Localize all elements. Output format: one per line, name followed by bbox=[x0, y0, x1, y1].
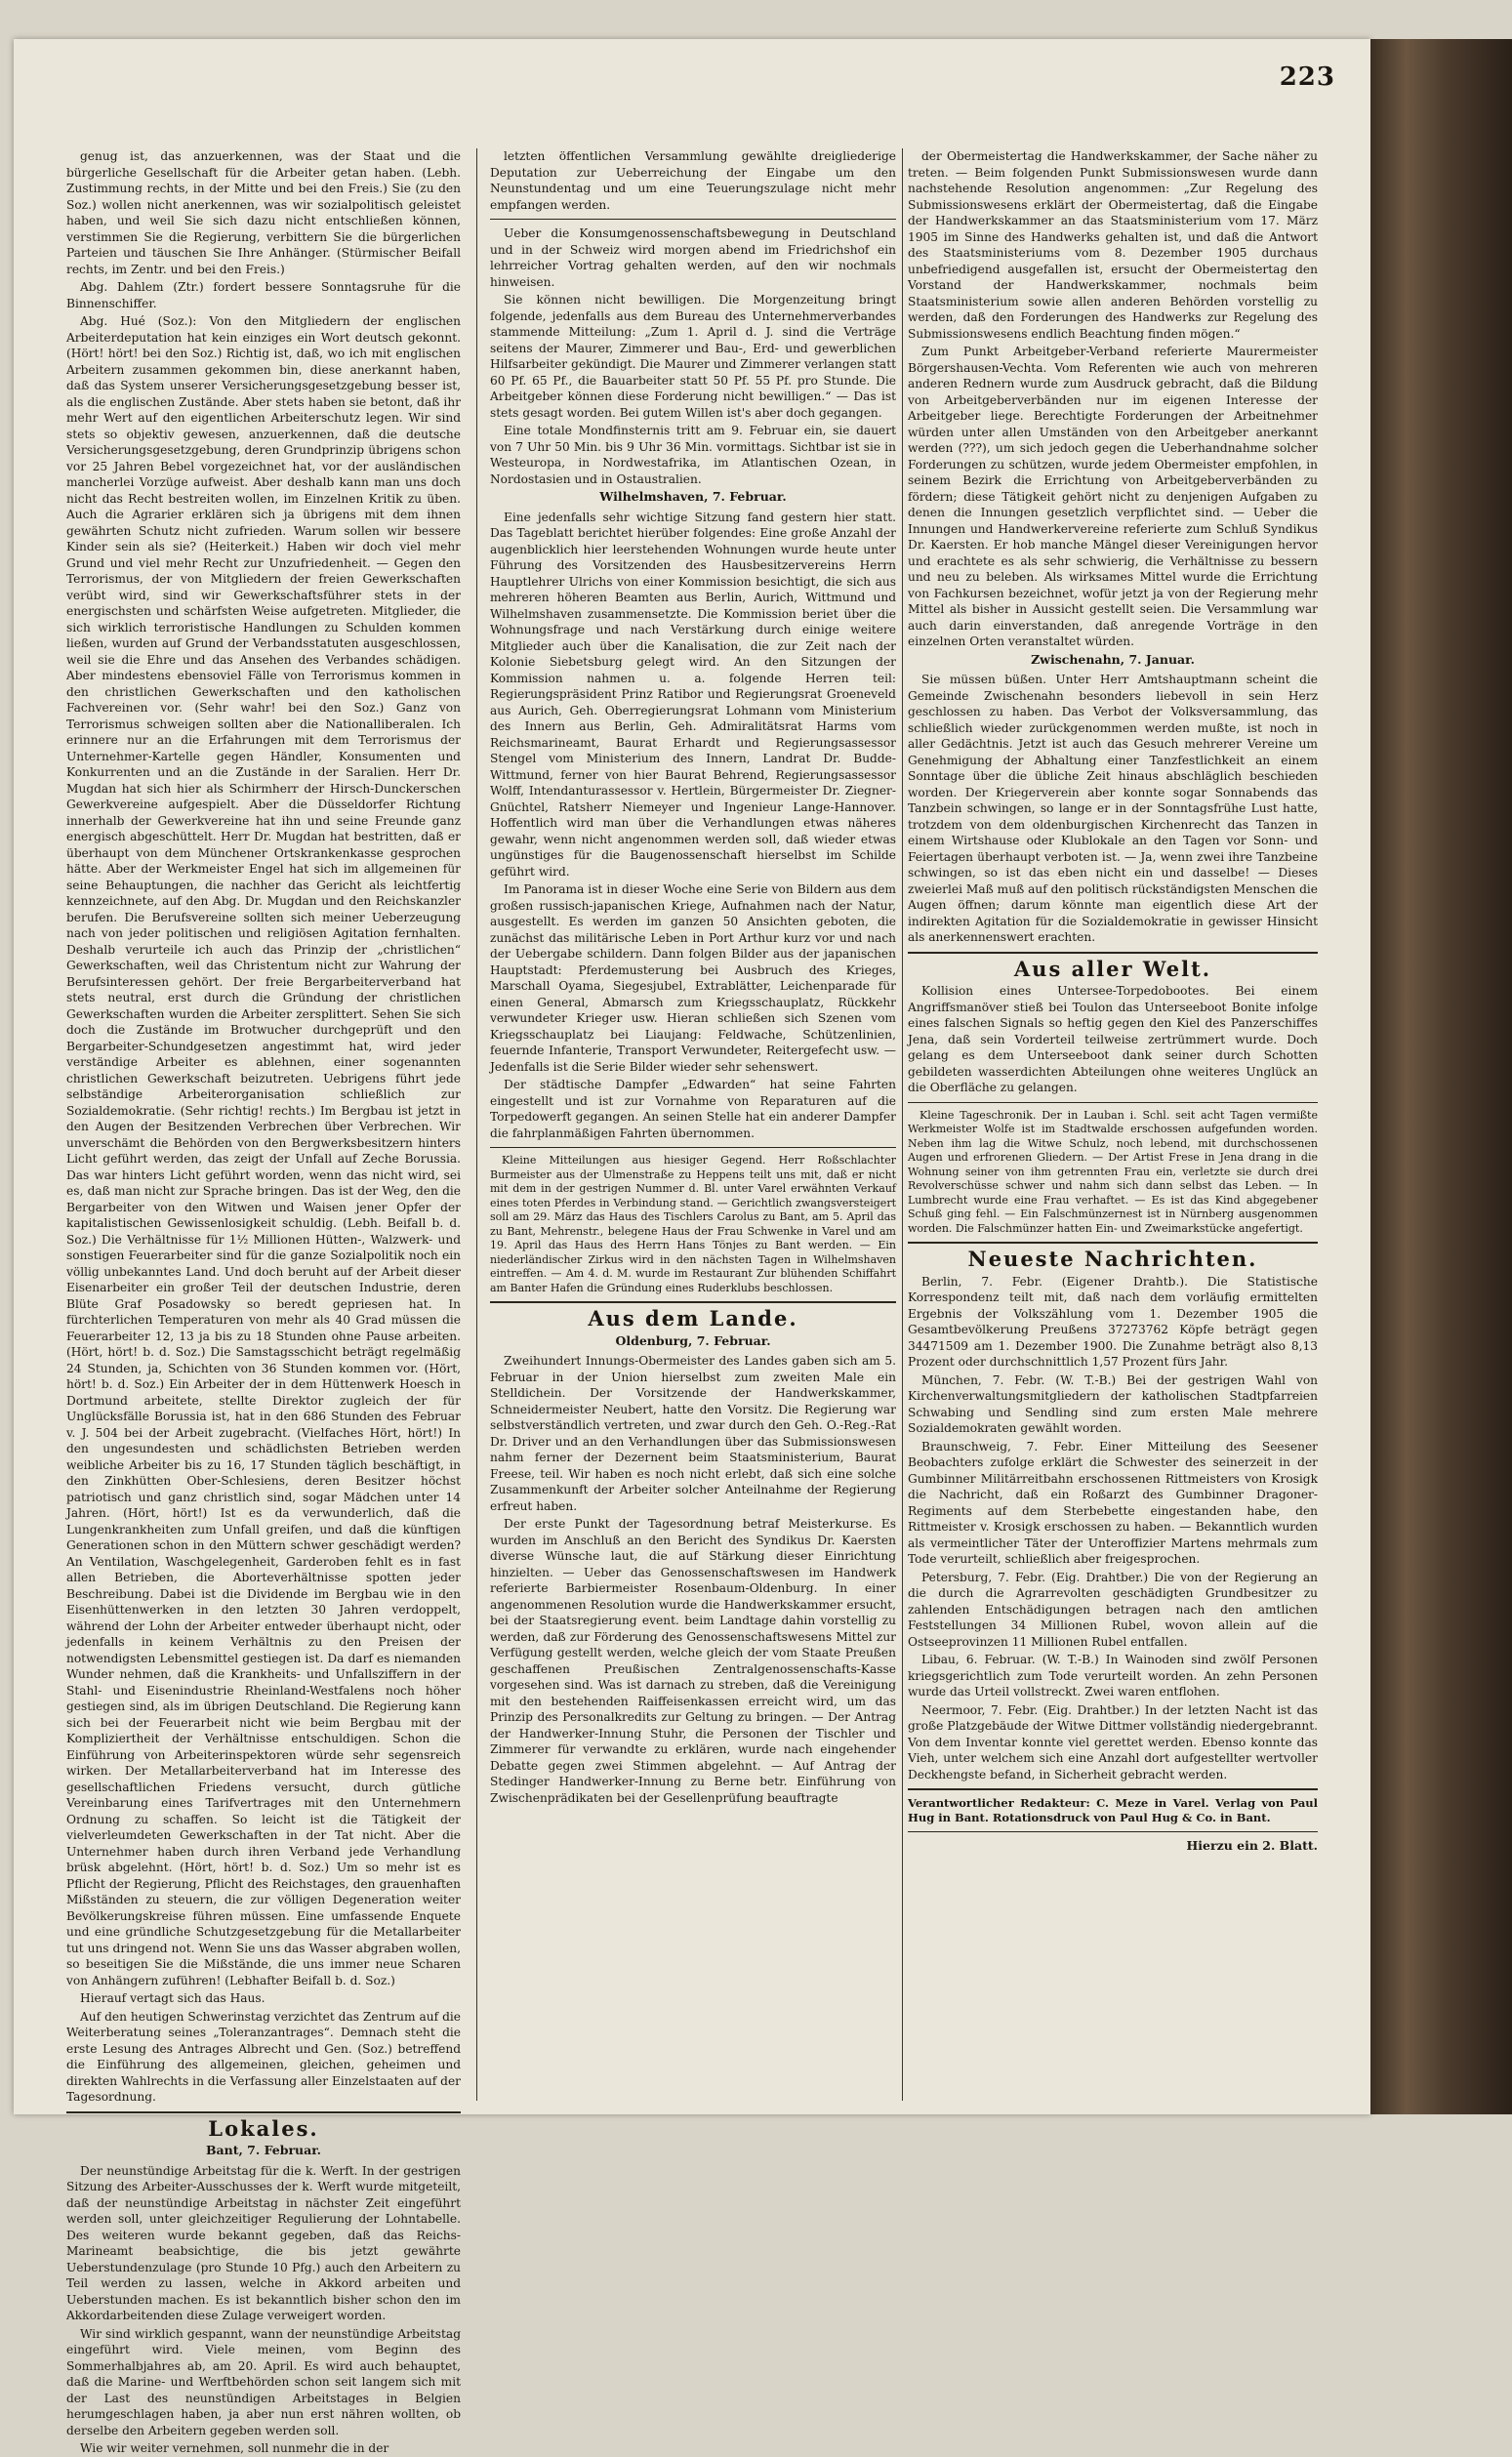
column-divider bbox=[476, 148, 477, 2101]
paragraph: Auf den heutigen Schwerinstag verzichtet das Zentrum auf die Weiterberatung seines „Toleranzantrages“. Demnach steht die erste Lesung des Antrages Albrecht und Gen. (Soz.) betreffend die Einführung des allgemeinen, gleichen, geheimen und direkten Wahlrechts in die Verfassung aller Einzelstaaten auf der Tagesordnung. bbox=[66, 2009, 461, 2104]
paragraph: Wie wir weiter vernehmen, soll nunmehr die in der bbox=[80, 2441, 389, 2455]
small-print-block bbox=[908, 1109, 1318, 1237]
paragraph: Abg. Dahlem (Ztr.) fordert bessere Sonntagsruhe für die Binnenschiffer. bbox=[66, 280, 461, 310]
newspaper-page bbox=[14, 39, 1370, 2455]
section-divider bbox=[490, 219, 896, 220]
section-divider bbox=[908, 1242, 1318, 1244]
paragraph: Berlin, 7. Febr. (Eigener Drahtb.). Die Statistische Korrespondenz teilt mit, daß nach dem vorläufig ermittelten Ergebnis der Volkszählung vom 1. Dezember 1905 die Gesamtbevölkerung Preußens 37273762 Köpfe beträgt gegen 34471509 am 1. Dezember 1900. Die Zunahme beträgt also 8,13 Prozent oder durchschnittlich 1,57 Prozent fürs Jahr. bbox=[908, 1274, 1318, 1369]
paragraph: München, 7. Febr. (W. T.-B.) Bei der gestrigen Wahl von Kirchenverwaltungsmitgliedern der katholischen Stadtpfarreien Schwabing und Sendling sind zum ersten Male mehrere Sozialdemokraten gewählt worden. bbox=[908, 1372, 1318, 1435]
supplement-note: Hierzu ein 2. Blatt. bbox=[1186, 1838, 1318, 1853]
column-divider bbox=[902, 148, 903, 2101]
paragraph: Zum Punkt Arbeitgeber-Verband referierte Maurermeister Börgershausen-Vechta. Vom Referenten wie auch von mehreren anderen Rednern wurde zum Ausdruck gebracht, daß die Bildung von Arbeitgeberverbänden nur im eigenen Interesse der Arbeitgeber liege. Berechtigte Forderungen der Arbeitnehmer würden unter allen Umständen von den Arbeitgeber anerkannt werden (???), um sich jedoch gegen die Ueberhandnahme solcher Forderungen zu schützen, wurde jedem Obermeister empfohlen, in seinem Bezirk die Errichtung von Arbeitgeberverbänden zu fördern; diese Tätigkeit gehört nicht zu denjenigen Aufgaben zu denen die Innungen gesetzlich verpflichtet sind. — Ueber die Innungen und Handwerkervereine referierte zum Schluß Syndikus Dr. Kaersten. Er hob manche Mängel dieser Vereinigungen hervor und erachtete es als sehr schwierig, die Verhältnisse zu bessern und neu zu beleben. Als wirksames Mittel wurde die Errichtung von Fachkursen bezeichnet, wofür jetzt ja von der Regierung mehr Mittel als bisher in Aussicht gestellt seien. Die Versammlung war auch darin einverstanden, daß anregende Vorträge in den einzelnen Orten veranstaltet würden. bbox=[908, 345, 1318, 648]
paragraph: der Obermeistertag die Handwerkskammer, der Sache näher zu treten. — Beim folgenden Punkt Submissionswesen wurde dann nachstehende Resolution angenommen: „Zur Regelung des Submissionswesens erklärt der Obermeistertag, daß die Eingabe der Handwerkskammer an das Staatsministerium vom 17. März 1905 im Sinne des Handwerks gehalten ist, und daß die Antwort des Staatsministeriums vom 8. Dezember 1905 durchaus unbefriedigend ausgefallen ist, ersucht der Obermeistertag den Vorstand der Handwerkskammer, nochmals beim Staatsministerium sowie allen anderen Behörden vorstellig zu werden, daß den Forderungen des Handwerks zur Regelung des Submissionswesens endlich Beachtung finden mögen.“ bbox=[908, 149, 1318, 341]
section-divider bbox=[490, 1301, 896, 1303]
dateline: Wilhelmshaven, 7. Februar. bbox=[599, 489, 787, 504]
paragraph: Der neunstündige Arbeitstag für die k. Werft. In der gestrigen Sitzung des Arbeiter-Ausschusses der k. Werft wurde mitgeteilt, daß der neunstündige Arbeitstag in nächster Zeit eingeführt werden soll, unter gleichzeitiger Regulierung der Lohntabelle. Des weiteren wurde bekannt gegeben, daß das Reichs-Marineamt beabsichtige, die bis jetzt gewährte Ueberstundenzulage (pro Stunde 10 Pfg.) auch den Arbeitern zu Teil werden zu lassen, welche in Akkord arbeiten und Ueberstunden machen. Es ist bekanntlich bisher schon den im Akkordarbeitenden diese Zulage verweigert worden. bbox=[66, 2163, 461, 2322]
dateline: Bant, 7. Februar. bbox=[205, 2143, 322, 2157]
paragraph: Kleine Mitteilungen aus hiesiger Gegend. Herr Roßschlachter Burmeister aus der Ulmenstraße zu Heppens teilt uns mit, daß er nicht mit dem in der gestrigen Nummer d. Bl. unter Varel erwähnten Verkauf eines toten Pferdes in Verbindung stand. — Gerichtlich zwangsversteigert soll am 29. März das Haus des Tischlers Carolus zu Bant, am 5. April das zu Bant, Mehrenstr., belegene Haus der Frau Schwenke in Varel und am 19. April das Haus des Herrn Hans Tönjes zu Bant werden. — Ein niederländischer Zirkus wird in den nächsten Tagen in Wilhelmshaven eintreffen. — Am 4. d. M. wurde im Restaurant Zur blühenden Schiffahrt am Banter Hafen die Gründung eines Ruderklubs beschlossen. bbox=[490, 1154, 896, 1294]
paragraph: Zweihundert Innungs-Obermeister des Landes gaben sich am 5. Februar in der Union hierselbst zum zweiten Male ein Stelldichein. Der Vorsitzende der Handwerkskammer, Schneidermeister Neubert, hatte den Vorsitz. Die Regierung war selbstverständlich vertreten, und zwar durch den Geh. O.-Reg.-Rat Dr. Driver und an den Verhandlungen über das Submissionswesen nahm ferner der Dezernent beim Staatsministerium, Baurat Freese, teil. Wir haben es noch nicht erlebt, daß sich eine solche Zusammenkunft der Arbeiter solcher Anteilnahme der Regierung erfreut haben. bbox=[490, 1354, 896, 1513]
paragraph: Im Panorama ist in dieser Woche eine Serie von Bildern aus dem großen russisch-japanischen Kriege, Aufnahmen nach der Natur, ausgestellt. Es werden im ganzen 50 Ansichten geboten, die zunächst das militärische Leben in Port Arthur kurz vor und nach der Uebergabe schildern. Dann folgen Bilder aus der japanischen Hauptstadt: Pferdemusterung bei Ausbruch des Krieges, Marschall Oyama, Siegesjubel, Extrablätter, Leichenparade für einen General, Abmarsch zum Kriegsschauplatz, Rückkehr verwundeter Krieger usw. Hieran schließen sich Szenen vom Kriegsschauplatz bei Liaujang: Feldwache, Schützenlinien, feuernde Infanterie, Transport Verwundeter, Reitergefecht usw. — Jedenfalls ist die Serie Bilder wieder sehr sehenswert. bbox=[490, 882, 896, 1074]
section-heading-neueste: Neueste Nachrichten. bbox=[967, 1247, 1258, 1271]
paragraph: Sie müssen büßen. Unter Herr Amtshauptmann scheint die Gemeinde Zwischenahn besonders liebevoll in sein Herz geschlossen zu haben. Das Verbot der Volksversammlung, das schließlich wieder zurückgenommen werden mußte, ist noch in aller Gedächtnis. Jetzt ist auch das Gesuch mehrerer Vereine um Genehmigung der Abhaltung einer Tanzfestlichkeit an einem Sonntage über die übliche Zeit hinaus abschläglich beschieden worden. Der Kriegerverein aber konnte sogar Sonnabends das Tanzbein schwingen, so lange er in der Sonntagsfrühe Lust hatte, trotzdem von dem oldenburgischen Kirchenrecht das Tanzen in einem Wirtshause oder Klublokale an den Tagen vor Sonn- und Feiertagen überhaupt verboten ist. — Ja, wenn zwei ihre Tanzbeine schwingen, so ist das eben nicht ein und dasselbe! — Dieses zweierlei Maß muß auf den politisch rückständigsten Menschen die Augen öffnen; darum könnte man eigentlich diese Art der indirekten Agitation für die Sozialdemokratie in gewisser Hinsicht als anerkennenswert erachten. bbox=[908, 673, 1318, 944]
section-heading-welt: Aus aller Welt. bbox=[1013, 956, 1212, 981]
paragraph: genug ist, das anzuerkennen, was der Staat und die bürgerliche Gesellschaft für die Arbeiter getan haben. (Lebh. Zustimmung rechts, in der Mitte und bei den Freis.) Sie (zu den Soz.) wollen nicht anerkennen, was wir sozialpolitisch geleistet haben, und weil Sie sich dazu nicht entschließen können, verstimmen Sie die Regierung, verbittern Sie die bürgerlichen Parteien und täuschen Sie Ihre Anhänger. (Stürmischer Beifall rechts, im Zentr. und bei den Freis.) bbox=[66, 149, 461, 276]
paragraph: Braunschweig, 7. Febr. Einer Mitteilung des Seesener Beobachters zufolge erklärt die Schwester des seinerzeit in der Gumbinner Militärreitbahn erschossenen Rittmeisters von Krosigk die Nachricht, daß ein Roßarzt des Gumbinner Dragoner-Regiments auf dem Sterbebette eingestanden habe, den Rittmeister v. Krosigk erschossen zu haben. — Bekanntlich wurden als vermeintlicher Täter der Unteroffizier Martens mehrmals zum Tode verurteilt, schließlich aber freigesprochen. bbox=[908, 1439, 1318, 1566]
section-divider bbox=[908, 1831, 1318, 1832]
column-1 bbox=[66, 148, 461, 2455]
section-divider bbox=[908, 1788, 1318, 1790]
imprint: Verantwortlicher Redakteur: C. Meze in Varel. Verlag von Paul Hug in Bant. Rotationsdruck von Paul Hug & Co. in Bant. bbox=[908, 1796, 1318, 1824]
section-divider bbox=[908, 1102, 1318, 1103]
paragraph: Libau, 6. Februar. (W. T.-B.) In Wainoden sind zwölf Personen kriegsgerichtlich zum Tode verurteilt worden. An zehn Personen wurde das Urteil vollstreckt. Zwei waren entflohen. bbox=[908, 1653, 1318, 1699]
book-binding-edge bbox=[1370, 39, 1512, 2114]
column-2 bbox=[490, 148, 896, 2110]
paragraph: Petersburg, 7. Febr. (Eig. Drahtber.) Die von der Regierung an die durch die Agrarrevolten geschädigten Grundbesitzer zu zahlenden Entschädigungen betragen nach den amtlichen Feststellungen 34 Millionen Rubel, wovon allein auf die Ostseeprovinzen 11 Millionen Rubel entfallen. bbox=[908, 1570, 1318, 1649]
paragraph: Kleine Tageschronik. Der in Lauban i. Schl. seit acht Tagen vermißte Werkmeister Wolfe ist im Stadtwalde erschossen aufgefunden worden. Neben ihm lag die Witwe Schulz, noch lebend, mit durchschossenen Augen und erfrorenen Gliedern. — Der Artist Frese in Jena drang in die Wohnung seiner von ihm getrennten Frau ein, verletzte sie durch drei Revolverschüsse schwer und nahm sich dann selbst das Leben. — In Lumbrecht wurde eine Frau verhaftet. — Es ist das Kind abgegebener Schuß ging fehl. — Ein Falschmünzernest ist in Nürnberg ausgenommen worden. Die Falschmünzer hatten Ein- und Zweimarkstücke angefertigt. bbox=[908, 1108, 1318, 1235]
section-heading-lande: Aus dem Lande. bbox=[588, 1306, 798, 1331]
paragraph: Sie können nicht bewilligen. Die Morgenzeitung bringt folgende, jedenfalls aus dem Bureau des Unternehmerverbandes stammende Mitteilung: „Zum 1. April d. J. sind die Verträge seitens der Maurer, Zimmerer und Bau-, Erd- und gewerblichen Hilfsarbeiter gekündigt. Die Maurer und Zimmerer verlangen statt 60 Pf. 65 Pf., die Bauarbeiter statt 50 Pf. 55 Pf. pro Stunde. Die Arbeitgeber können diese Forderung nicht bewilligen.“ — Das ist stets gesagt worden. Bei gutem Willen ist's aber doch gegangen. bbox=[490, 293, 896, 420]
page-number: 223 bbox=[1279, 62, 1335, 92]
column-3 bbox=[908, 148, 1318, 2110]
paragraph: Kollision eines Untersee-Torpedobootes. Bei einem Angriffsmanöver stieß bei Toulon das Unterseeboot Bonite infolge eines falschen Signals so heftig gegen den Kiel des Panzerschiffes Jena, daß sein Vorderteil teilweise zertrümmert wurde. Doch gelang es dem Unterseeboot dank seiner durch Schotten gebildeten wasserdichten Abteilungen ohne weiteres Unglück an die Oberfläche zu gelangen. bbox=[908, 984, 1318, 1094]
paragraph: Wir sind wirklich gespannt, wann der neunstündige Arbeitstag eingeführt wird. Viele meinen, vom Beginn des Sommerhalbjahres ab, am 20. April. Es wird auch behauptet, daß die Marine- und Werftbehörden schon seit langem sich mit der Last des neunstündigen Arbeitstages in Belgien herumgeschlagen haben, ja aber nun erst nähren wollten, ob derselbe den Arbeitern gegeben werden soll. bbox=[66, 2326, 461, 2437]
dateline: Zwischenahn, 7. Januar. bbox=[1031, 651, 1195, 667]
paragraph: letzten öffentlichen Versammlung gewählte dreigliederige Deputation zur Ueberreichung der Eingabe um den Neunstundentag und um eine Teuerungszulage nicht mehr empfangen werden. bbox=[490, 149, 896, 212]
section-divider bbox=[908, 952, 1318, 954]
paragraph: Ueber die Konsumgenossenschaftsbewegung in Deutschland und in der Schweiz wird morgen abend im Friedrichshof ein lehrreicher Vortrag gehalten werden, auf den wir nochmals hinweisen. bbox=[490, 226, 896, 289]
section-divider bbox=[490, 1147, 896, 1148]
section-heading-lokales: Lokales. bbox=[208, 2115, 319, 2141]
paragraph: Abg. Hué (Soz.): Von den Mitgliedern der englischen Arbeiterdeputation hat kein einziges ein Wort deutsch gekonnt. (Hört! hört! bei den Soz.) Richtig ist, daß, wo ich mit englischen Arbeitern zusammen gekommen bin, diese anerkannt haben, daß das System unserer Versicherungsgesetzgebung besser ist, als die englischen Zustände. Aber stets haben sie betont, daß ihr mehr Wert auf den eigentlichen Arbeiterschutz legen. Wir sind stets so objektiv gewesen, anzuerkennen, daß die deutsche Versicherungsgesetzgebung, deren Grundprinzip übrigens schon vor 25 Jahren Bebel vorgezeichnet hat, vor der ausländischen mancherlei Vorzüge aufweist. Aber deshalb kann man uns doch nicht das Recht bestreiten wollen, im Einzelnen Kritik zu üben. Auch die Agrarier erklären sich ja übrigens mit dem ihnen gewährten Schutz nicht zufrieden. Warum sollen wir bessere Kinder sein als sie? (Heiterkeit.) Haben wir doch viel mehr Grund und viel mehr Recht zur Unzufriedenheit. — Gegen den Terrorismus, der von Mitgliedern der freien Gewerkschaften verübt wird, sind wir Gewerkschaftsführer stets in der energischsten und schärfsten Weise aufgetreten. Mitglieder, die sich wirklich terroristische Handlungen zu Schulden kommen ließen, wurden auf Grund der Verbandsstatuten ausgeschlossen, weil sie die Ehre und das Ansehen des Verbandes schädigen. Aber mindestens ebensoviel Fälle von Terrorismus kommen in den christlichen Gewerkschaften und den katholischen Fachvereinen vor. (Sehr wahr! bei den Soz.) Ganz von Terrorismus schweigen sollten aber die Nationalliberalen. Ich erinnere nur an die Erfahrungen mit dem Terrorismus der Unternehmer-Kartelle gegen Händler, Konsumenten und Konkurrenten und an die Zustände in der Saralien. Herr Dr. Mugdan hat sich hier als Schirmherr der Hirsch-Dunckerschen Gewerkvereine aufgespielt. Aber die Düsseldorfer Richtung innerhalb der Gewerkvereine hat ihn und seine Freunde ganz energisch abgeschüttelt. Herr Dr. Mugdan hat bestritten, daß er überhaupt von dem Münchener Ortskrankenkasse gesprochen hätte. Aber der Werkmeister Engel hat sich im allgemeinen für seine Behauptungen, die nachher das Gericht als leichtfertig kennzeichnete, auf den Abg. Dr. Mugdan und den Reichskanzler berufen. Die Berufsvereine sollten sich meiner Ueberzeugung nach von jeder politischen und religiösen Agitation fernhalten. Deshalb verurteile ich auch das Prinzip der „christlichen“ Gewerkschaften, weil das Christentum nicht zur Wahrung der Berufsinteressen gehört. Der freie Bergarbeiterverband hat stets neutral, erst durch die Gründung der christlichen Gewerkschaften wurden die Arbeiter zersplittert. Sehen Sie sich doch die Zustände im Brotwucher durchgeprüft und den Bergarbeiter-Schundgesetzen angestimmt hat, wird jeder verständige Arbeiter es ablehnen, einer sogenannten christlichen Gewerkschaft beizutreten. Uebrigens führt jede selbständige Arbeiterorganisation schließlich zur Sozialdemokratie. (Sehr richtig! rechts.) Im Bergbau ist jetzt in den Augen der Besitzenden Verbrechen über Verbrechen. Wir unverschämt die Behörden von den Bergwerksbesitzern hinters Licht geführt werden, das zeigt der Unfall auf Zeche Borussia. Das war hinters Licht geführt worden, wenn das nicht wird, sei es, daß man nicht zur Sprache bringen. Das ist der Weg, den die Bergarbeiter von den Witwen und Waisen jener Opfer der kapitalistischen Gewissenlosigkeit schuldig. (Lebh. Beifall b. d. Soz.) Die Verhältnisse für 1½ Millionen Hütten-, Walzwerk- und sonstigen Feuerarbeiter sind für die ganze Sozialpolitik noch ein völlig unbekanntes Land. Und doch beruht auf der Arbeit dieser Eisenarbeiter ein großer Teil der deutschen Industrie, deren Blüte Graf Posadowsky so beredt gepriesen hat. In fürchterlichen Temperaturen von mehr als 40 Grad müssen die Feuerarbeiter 12, 13 ja bis zu 18 Stunden ohne Pause arbeiten. (Hört, hört! b. d. Soz.) Die Samstagsschicht beträgt regelmäßig 24 Stunden, ja, Schichten von 36 Stunden kommen vor. (Hört, hört! b. d. Soz.) Ein Arbeiter der in dem Hüttenwerk Hoesch in Dortmund arbeitete, stellte Direktor zugleich der für Unglücksfälle Borussia ist, hat in den 686 Stunden des Februar v. J. 504 bei der Arbeit zugebracht. (Vielfaches Hört, hört!) In den ungesundesten und schädlichsten Betrieben werden weibliche Arbeiter bis zu 16, 17 Stunden täglich beschäftigt, in den Zinkhütten Ober-Schlesiens, deren Besitzer höchst patriotisch und ganz christlich sind, sogar Mädchen unter 14 Jahren. (Hört, hört!) Ist es da verwunderlich, daß die Lungenkrankheiten zum Unfall greifen, und daß die künftigen Generationen schon in den Müttern schwer geschädigt werden? An Ventilation, Waschgelegenheit, Garderoben fehlt es in fast allen Betrieben, die Aborteverhältnisse spotten jeder Beschreibung. Dabei ist die Dividende im Bergbau wie in den Eisenhüttenwerken in den letzten 30 Jahren verdoppelt, während der Lohn der Arbeiter entweder überhaupt nicht, oder jedenfalls in keinem Verhältnis zu den Preisen der notwendigsten Lebensmittel gestiegen ist. Da darf es niemanden Wunder nehmen, daß die Krankheits- und Unfallsziffern in der Stahl- und Eisenindustrie Rheinland-Westfalens noch höher gestiegen sind, als im übrigen Deutschland. Die Regierung kann sich bei der Feuerarbeit nicht wie beim Bergbau mit der Kompliziertheit der Verhältnisse entschuldigen. Schon die Einführung von Arbeiterinspektoren würde sehr segensreich wirken. Der Metallarbeiterverband hat im Interesse des gesellschaftlichen Friedens versucht, durch gütliche Vereinbarung eines Tarifvertrages mit den Unternehmern Ordnung zu schaffen. So leicht ist die Tätigkeit der vielverleumdeten Gewerkschaften in der Tat nicht. Aber die Unternehmer haben durch ihren Verband jede Verhandlung brüsk abgelehnt. (Hört, hört! b. d. Soz.) Um so mehr ist es Pflicht der Regierung, Pflicht des Reichstages, den grauenhaften Mißständen zu steuern, die zur völligen Degeneration weiter Bevölkerungskreise führen müssen. Eine umfassende Enquete und eine gründliche Schutzgesetzgebung für die Metallarbeiter tut uns dringend not. Wenn Sie uns das Wasser abgraben wollen, so beseitigen Sie die Mißstände, die uns immer neue Scharen von Anhängern zuführen! (Lebhafter Beifall b. d. Soz.) bbox=[66, 314, 461, 1987]
paragraph: Der städtische Dampfer „Edwarden“ hat seine Fahrten eingestellt und ist zur Vornahme von Reparaturen auf die Torpedowerft gegangen. An seinen Stelle hat ein anderer Dampfer die fahrplanmäßigen Fahrten übernommen. bbox=[490, 1078, 896, 1140]
small-print-block bbox=[490, 1154, 896, 1295]
paragraph: Hierauf vertagt sich das Haus. bbox=[80, 1991, 266, 2005]
paragraph: Der erste Punkt der Tagesordnung betraf Meisterkurse. Es wurden im Anschluß an den Bericht des Syndikus Dr. Kaersten diverse Wünsche laut, die auf Stärkung dieser Einrichtung hinzielten. — Ueber das Genossenschaftswesen im Handwerk referierte Barbiermeister Rosenbaum-Oldenburg. In einer angenommenen Resolution wurde die Handwerkskammer ersucht, bei der Staatsregierung event. beim Landtage dahin vorstellig zu werden, daß zur Förderung des Genossenschaftswesens Mittel zur Verfügung gestellt werden, welche gleich der vom Staate Preußen geschaffenen Preußischen Zentralgenossenschafts-Kasse vorgesehen sind. Was ist darnach zu streben, daß die Vereinigung mit den bestehenden Raiffeisenkassen erreicht wird, um das Prinzip des Personalkredits zur Geltung zu bringen. — Der Antrag der Handwerker-Innung Stuhr, die Personen der Tischler und Zimmerer für verwandte zu erklären, wurde nach eingehender Debatte gegen zwei Stimmen abgelehnt. — Auf Antrag der Stedinger Handwerker-Innung zu Berne betr. Einführung von Zwischenprädikaten bei der Gesellenprüfung beauftragte bbox=[490, 1517, 896, 1805]
paragraph: Eine totale Mondfinsternis tritt am 9. Februar ein, sie dauert von 7 Uhr 50 Min. bis 9 Uhr 36 Min. vormittags. Sichtbar ist sie in Westeuropa, in Nordwestafrika, im Atlantischen Ozean, in Nordostasien und in Ostaustralien. bbox=[490, 424, 896, 486]
section-divider bbox=[66, 2111, 461, 2113]
paragraph: Eine jedenfalls sehr wichtige Sitzung fand gestern hier statt. Das Tageblatt berichtet hierüber folgendes: Eine große Anzahl der augenblicklich hier leerstehenden Wohnungen wurde heute unter Führung des Vorsitzenden des Hausbesitzervereins Herrn Hauptlehrer Ulrichs von einer Kommission besichtigt, die sich aus mehreren höheren Beamten aus Berlin, Aurich, Wittmund und Wilhelmshaven zusammensetzte. Die Kommission beriet über die Wohnungsfrage und nach Verstärkung durch einige weitere Mitglieder auch über die Kanalisation, die zur Zeit nach der Kolonie Siebetsburg gelegt wird. An den Sitzungen der Kommission nahmen u. a. folgende Herren teil: Regierungspräsident Prinz Ratibor und Regierungsrat Groeneveld aus Aurich, Geh. Oberregierungsrat Lohmann vom Ministerium des Innern aus Berlin, Geh. Admiralitätsrat Harms vom Reichsmarineamt, Baurat Erhardt und Regierungsassessor Stengel vom Ministerium des Innern, Landrat Dr. Budde-Wittmund, ferner von hier Baurat Behrend, Regierungsassessor Wolff, Intendanturassessor v. Hertlein, Bürgermeister Dr. Ziegner-Gnüchtel, Ratsherr Niemeyer und Ingenieur Lange-Hannover. Hoffentlich wird man über die Verhandlungen etwas näheres gewahr, wenn nicht angenommen werden soll, daß wieder etwas ungünstiges für die Baugenossenschaft hierselbst im Schilde geführt wird. bbox=[490, 510, 896, 879]
dateline: Oldenburg, 7. Februar. bbox=[615, 1332, 771, 1348]
paragraph: Neermoor, 7. Febr. (Eig. Drahtber.) In der letzten Nacht ist das große Platzgebäude der Witwe Dittmer vollständig niedergebrannt. Von dem Inventar konnte viel gerettet werden. Ebenso konnte das Vieh, unter welchem sich eine Anzahl dort aufgestellter wertvoller Deckhengste befand, in Sicherheit gebracht werden. bbox=[908, 1702, 1318, 1781]
